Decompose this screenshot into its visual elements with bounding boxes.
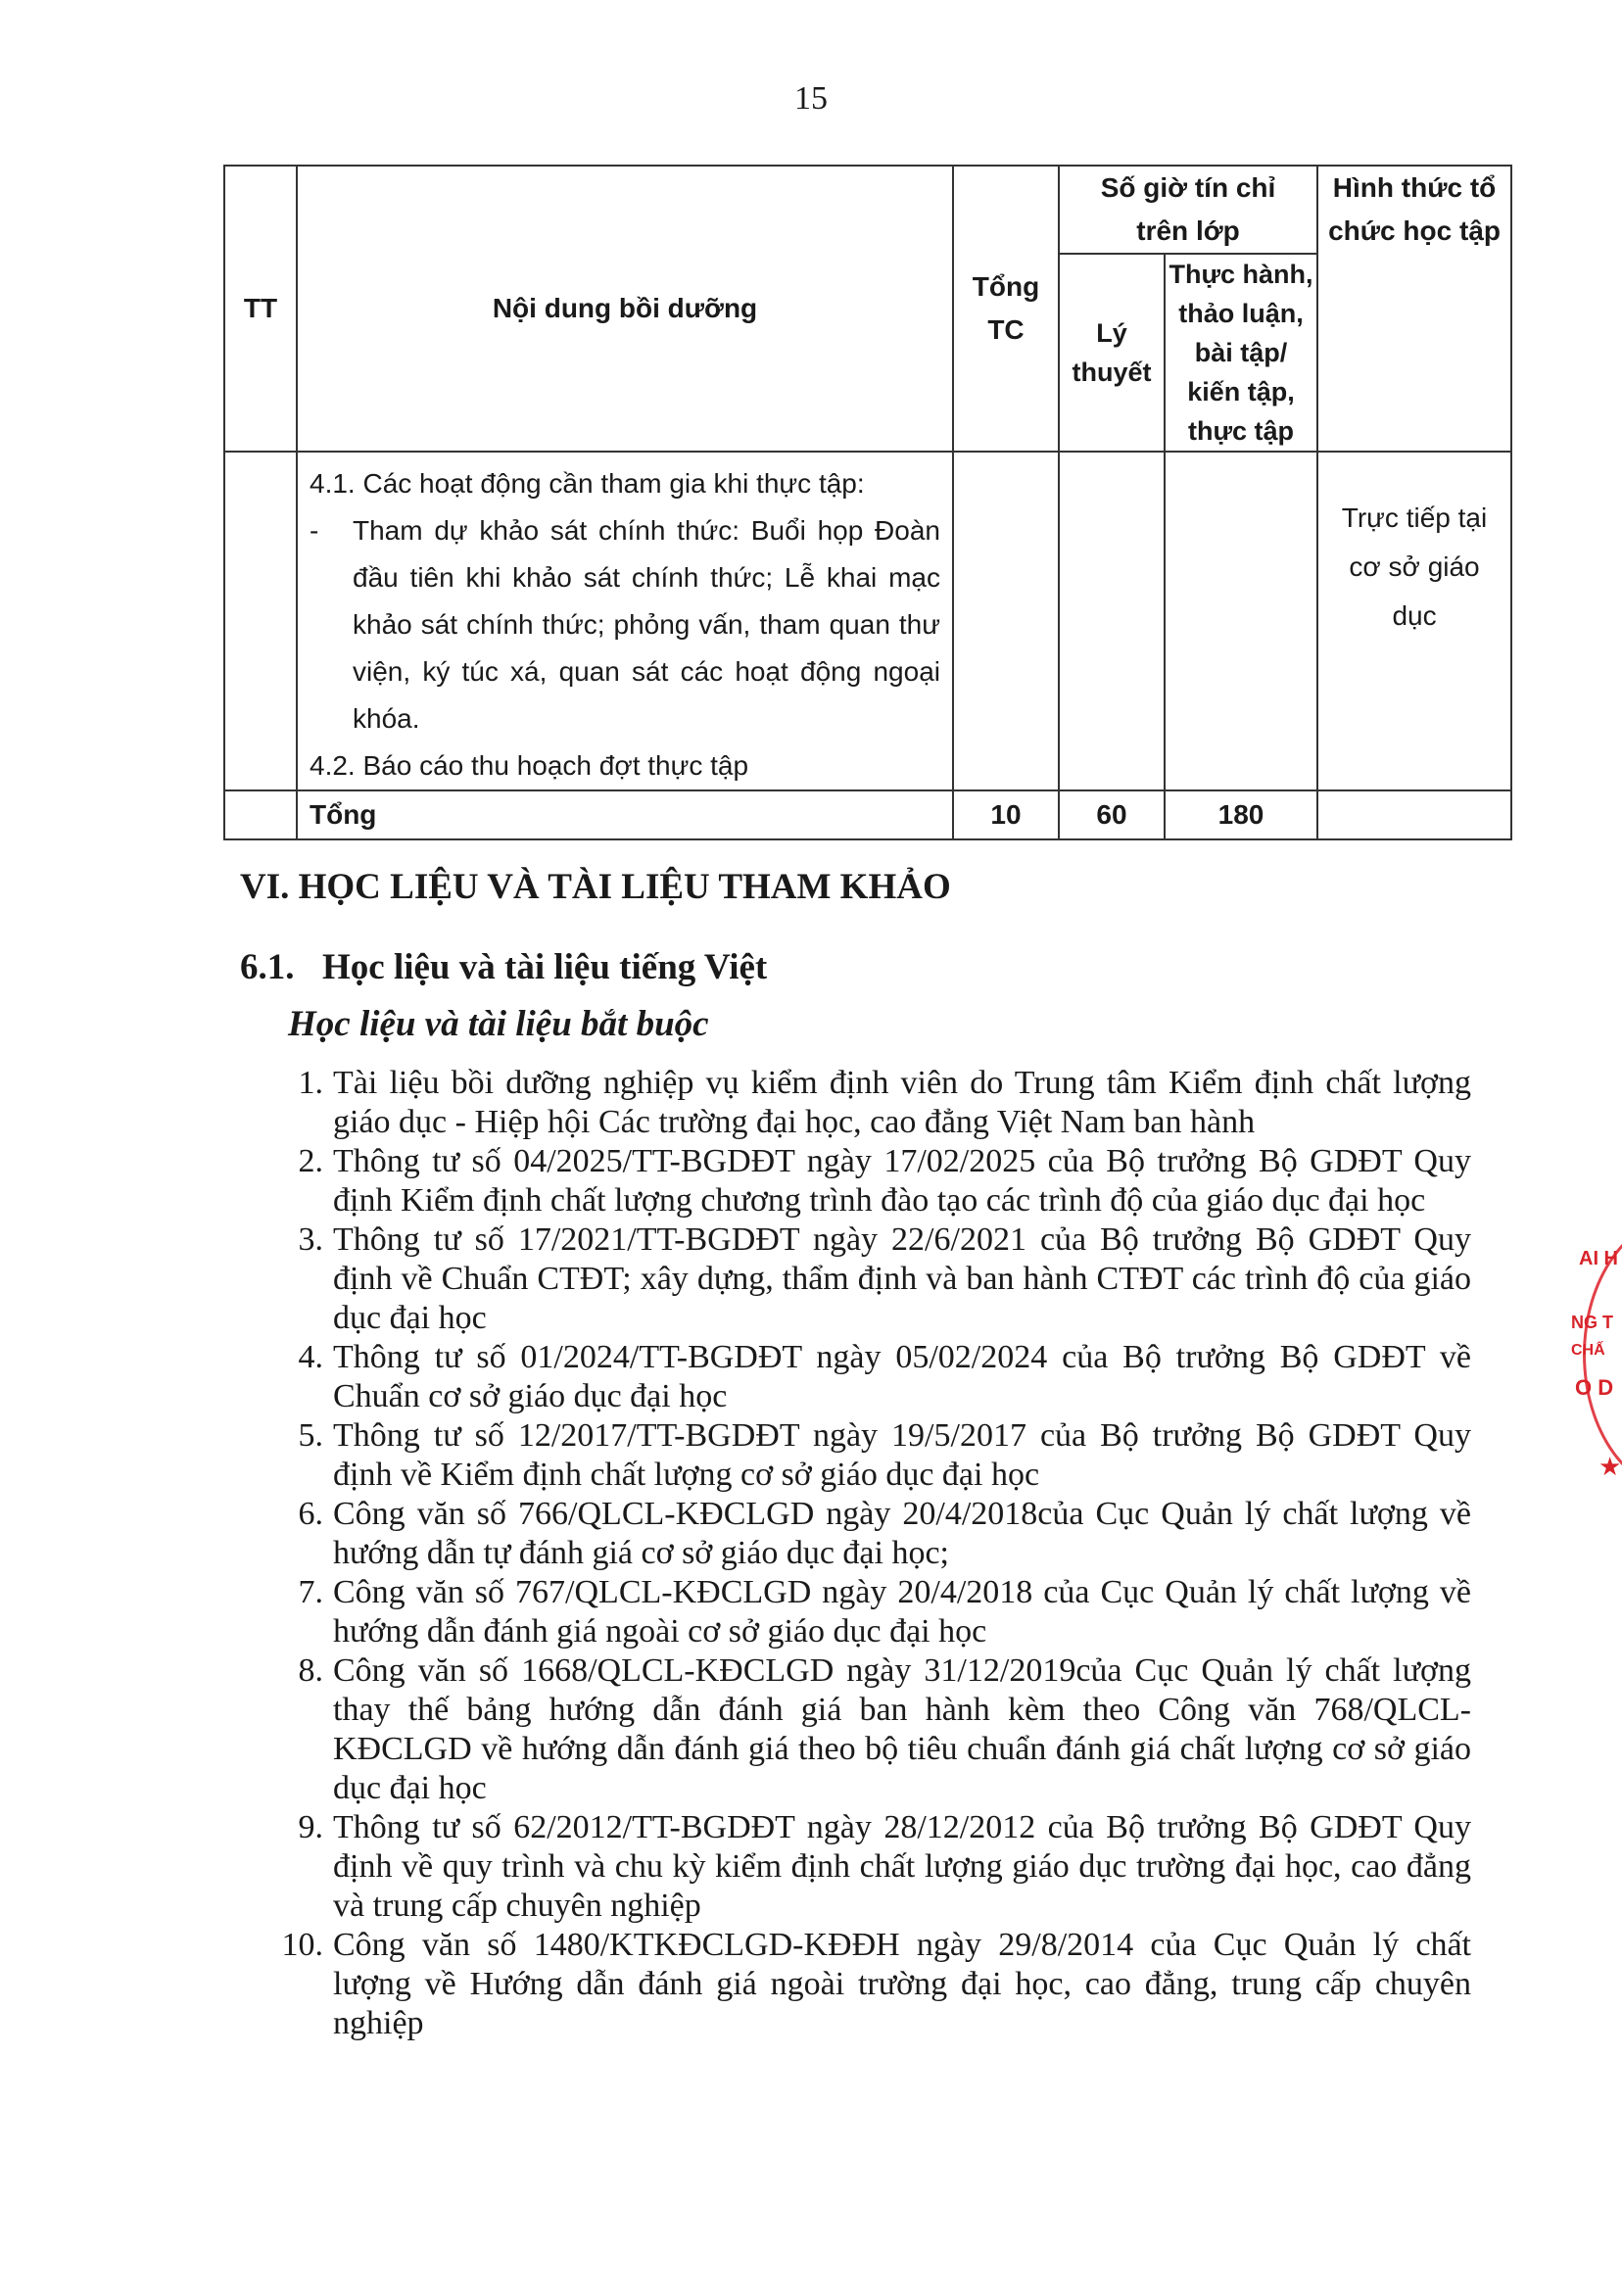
reference-text: Công văn số 767/QLCL-KĐCLGD ngày 20/4/2018 của Cục Quản lý chất lượng về hướng dẫn đánh giá ngoài cơ sở giáo dục đại học	[333, 1574, 1471, 1650]
reference-text: Tài liệu bồi dưỡng nghiệp vụ kiểm định viên do Trung tâm Kiểm định chất lượng giáo dục - Hiệp hội Các trường đại học, cao đẳng Việt Nam ban hành	[333, 1065, 1471, 1140]
reference-text: Công văn số 766/QLCL-KĐCLGD ngày 20/4/2018của Cục Quản lý chất lượng về hướng dẫn tự đánh giá cơ sở giáo dục đại học;	[333, 1496, 1471, 1571]
training-content-table	[223, 165, 1512, 840]
reference-item	[276, 1808, 1471, 1926]
total-tc-value: 10	[953, 790, 1059, 839]
reference-item	[276, 1064, 1471, 1142]
reference-number: 1.	[298, 1065, 323, 1101]
section-heading: VI. HỌC LIỆU VÀ TÀI LIỆU THAM KHẢO	[240, 867, 951, 907]
row-content-cell	[297, 452, 953, 790]
page-number: 15	[794, 80, 828, 117]
star-icon: ★	[1598, 1452, 1622, 1481]
reference-number: 4.	[298, 1339, 323, 1375]
header-total-tc: Tổng TC	[953, 166, 1059, 452]
total-practice-value: 180	[1165, 790, 1317, 839]
reference-number: 8.	[298, 1652, 323, 1689]
reference-text: Công văn số 1480/KTKĐCLGD-KĐĐH ngày 29/8/2014 của Cục Quản lý chất lượng về Hướng dẫn đánh giá ngoài trường đại học, cao đẳng, trung cấp chuyên nghiệp	[333, 1927, 1471, 2041]
reference-text: Thông tư số 01/2024/TT-BGDĐT ngày 05/02/2024 của Bộ trưởng Bộ GDĐT về Chuẩn cơ sở giáo dục đại học	[333, 1339, 1471, 1414]
reference-item	[276, 1651, 1471, 1808]
reference-item	[276, 1926, 1471, 2043]
header-credit-hours: Số giờ tín chỉ trên lớp	[1059, 166, 1317, 254]
stamp-text: NG T	[1571, 1313, 1613, 1332]
total-form-cell	[1317, 790, 1511, 839]
header-tt: TT	[224, 166, 297, 452]
reference-item	[276, 1573, 1471, 1651]
subsection-title: Học liệu và tài liệu tiếng Việt	[322, 947, 768, 987]
reference-list	[276, 1064, 1471, 2043]
reference-item	[276, 1220, 1471, 1338]
row-theory-cell	[1059, 452, 1165, 790]
reference-item	[276, 1416, 1471, 1495]
row-form-cell: Trực tiếp tại cơ sở giáo dục	[1317, 452, 1511, 790]
reference-number: 3.	[298, 1221, 323, 1258]
total-label: Tổng	[297, 790, 953, 839]
reference-text: Công văn số 1668/QLCL-KĐCLGD ngày 31/12/2019của Cục Quản lý chất lượng thay thế bảng hướng dẫn đánh giá ban hành kèm theo Công văn 768/QLCL-KĐCLGD về hướng dẫn đánh giá theo bộ tiêu chuẩn đánh giá chất lượng cơ sở giáo dục đại học	[333, 1652, 1471, 1806]
subsection-heading	[240, 946, 767, 988]
stamp-text: O D	[1575, 1375, 1614, 1400]
item-4-2: 4.2. Báo cáo thu hoạch đợt thực tập	[310, 750, 749, 781]
stamp-text: AI H	[1579, 1248, 1618, 1269]
red-stamp-fragment	[1557, 1215, 1622, 1499]
reference-text: Thông tư số 17/2021/TT-BGDĐT ngày 22/6/2021 của Bộ trưởng Bộ GDĐT Quy định về Chuẩn CTĐT; xây dựng, thẩm định và ban hành CTĐT các trình độ của giáo dục đại học	[333, 1221, 1471, 1336]
row-total-cell	[953, 452, 1059, 790]
dash-bullet: -	[310, 515, 319, 546]
stamp-text: CHẤ	[1571, 1342, 1605, 1359]
reference-text: Thông tư số 62/2012/TT-BGDĐT ngày 28/12/2012 của Bộ trưởng Bộ GDĐT Quy định về quy trình và chu kỳ kiểm định chất lượng giáo dục trường đại học, cao đẳng và trung cấp chuyên nghiệp	[333, 1809, 1471, 1924]
total-theory-value: 60	[1059, 790, 1165, 839]
header-theory: Lý thuyết	[1059, 254, 1165, 452]
row-practice-cell	[1165, 452, 1317, 790]
header-practice: Thực hành, thảo luận, bài tập/ kiến tập, thực tập	[1165, 254, 1317, 452]
reference-number: 2.	[298, 1143, 323, 1179]
total-row	[224, 790, 1511, 839]
reference-number: 10.	[281, 1927, 323, 1963]
reference-number: 6.	[298, 1496, 323, 1532]
reference-item	[276, 1495, 1471, 1573]
header-learning-form: Hình thức tổ chức học tập	[1317, 166, 1511, 452]
reference-item	[276, 1338, 1471, 1416]
reference-item	[276, 1142, 1471, 1220]
row-tt-cell	[224, 452, 297, 790]
required-materials-heading: Học liệu và tài liệu bắt buộc	[288, 1004, 709, 1044]
reference-number: 5.	[298, 1417, 323, 1454]
reference-text: Thông tư số 12/2017/TT-BGDĐT ngày 19/5/2017 của Bộ trưởng Bộ GDĐT Quy định về Kiểm định chất lượng cơ sở giáo dục đại học	[333, 1417, 1471, 1493]
subsection-number: 6.1.	[240, 947, 295, 987]
dash-list-item	[310, 507, 940, 742]
reference-number: 9.	[298, 1809, 323, 1845]
reference-text: Thông tư số 04/2025/TT-BGDĐT ngày 17/02/2025 của Bộ trưởng Bộ GDĐT Quy định Kiểm định chất lượng chương trình đào tạo các trình độ của giáo dục đại học	[333, 1143, 1471, 1219]
item-4-1: 4.1. Các hoạt động cần tham gia khi thực tập:	[310, 468, 865, 499]
header-content: Nội dung bồi dưỡng	[297, 166, 953, 452]
dash-item-text: Tham dự khảo sát chính thức: Buổi họp Đoàn đầu tiên khi khảo sát chính thức; Lễ khai mạc khảo sát chính thức; phỏng vấn, tham quan thư viện, ký túc xá, quan sát các hoạt động ngoại khóa.	[353, 515, 940, 734]
table-row	[224, 452, 1511, 790]
total-tt-cell	[224, 790, 297, 839]
reference-number: 7.	[298, 1574, 323, 1610]
